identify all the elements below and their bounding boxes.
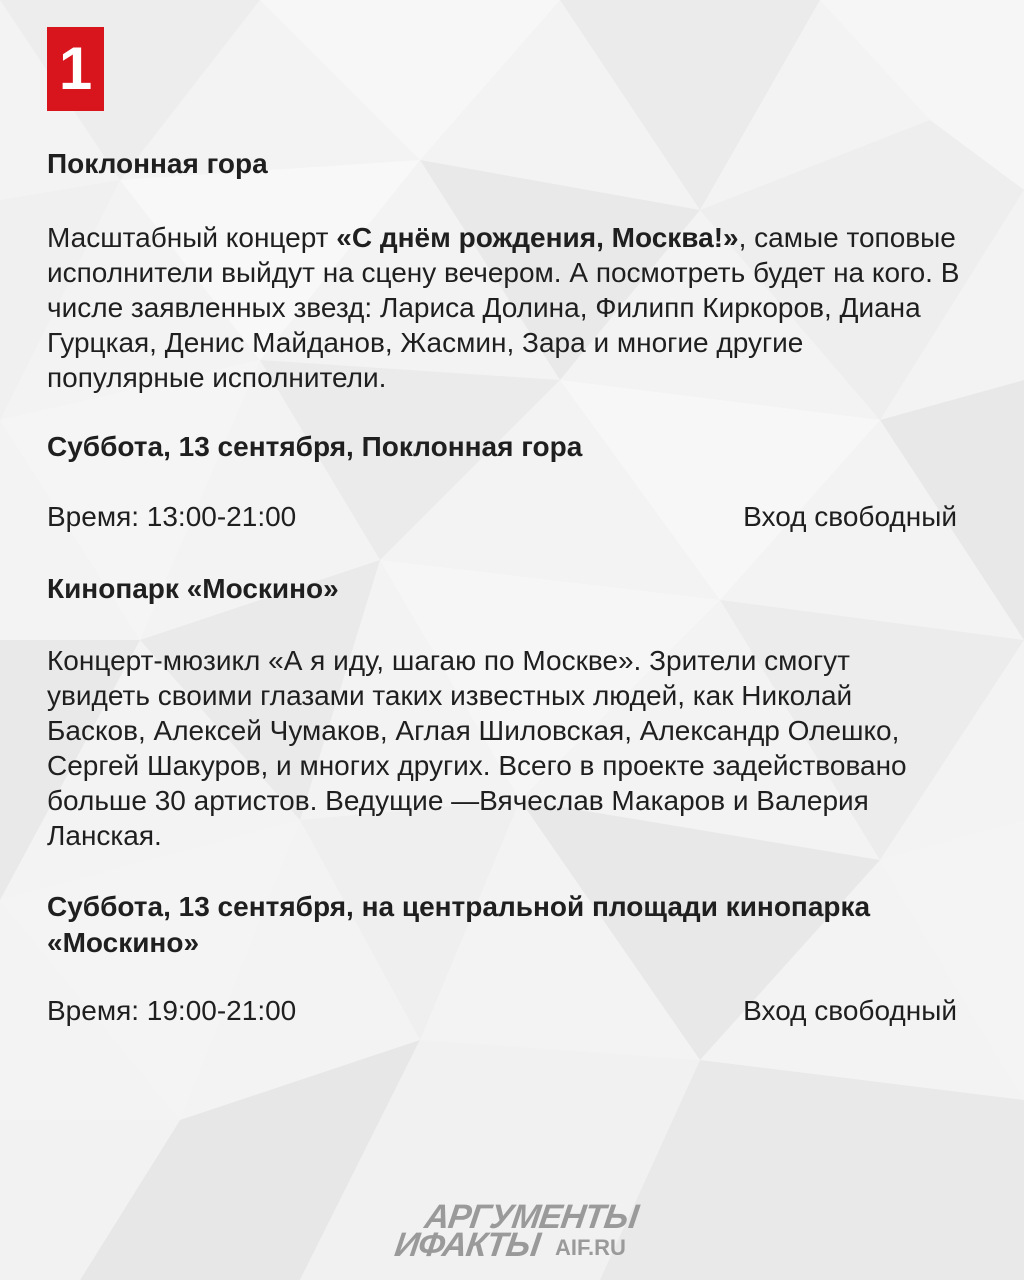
section2-time: Время: 19:00-21:00	[47, 995, 297, 1026]
section1-desc-part1: Масштабный концерт	[47, 222, 337, 253]
section2-date-place: Суббота, 13 сентября, на центральной площади кинопарка «Москино»	[47, 891, 871, 958]
section2-description: Концерт-мюзикл «А я иду, шагаю по Москве». Зрители смогут увидеть своими глазами таких известных людей, как Николай Басков, Алексей Чумаков, Аглая Шиловская, Александр Олешко, Сергей Шакуров, и многих других. Всего в проекте задействовано больше 30 артистов. Ведущие —Вячеслав Макаров и Валерия Ланская.	[47, 645, 907, 851]
logo-line2: ИФАКТЫ	[392, 1226, 543, 1264]
logo-line1: АРГУМЕНТЫ	[422, 1198, 641, 1236]
section1-description	[47, 220, 967, 395]
number-badge: 1	[47, 27, 104, 111]
section1-desc-part2: , самые топовые исполнители выйдут на сцену вечером. А посмотреть будет на кого. В числе заявленных звезд: Лариса Долина, Филипп Киркоров, Диана Гурцкая, Денис Майданов, Жасмин, Зара и многие другие популярные исполнители.	[47, 222, 960, 393]
section1-entry: Вход свободный	[743, 501, 957, 532]
section2-meta	[47, 993, 957, 1029]
content	[47, 140, 977, 1029]
section1-desc-bold: «С днём рождения, Москва!»	[336, 222, 739, 253]
section1-title: Поклонная гора	[47, 148, 268, 179]
section1-date-place: Суббота, 13 сентября, Поклонная гора	[47, 431, 583, 462]
section1-time: Время: 13:00-21:00	[47, 501, 297, 532]
section2-title: Кинопарк «Москино»	[47, 573, 339, 604]
aif-logo	[392, 1198, 655, 1264]
section2-entry: Вход свободный	[743, 995, 957, 1026]
logo-site: AIF.RU	[555, 1235, 626, 1260]
section1-meta	[47, 499, 957, 535]
